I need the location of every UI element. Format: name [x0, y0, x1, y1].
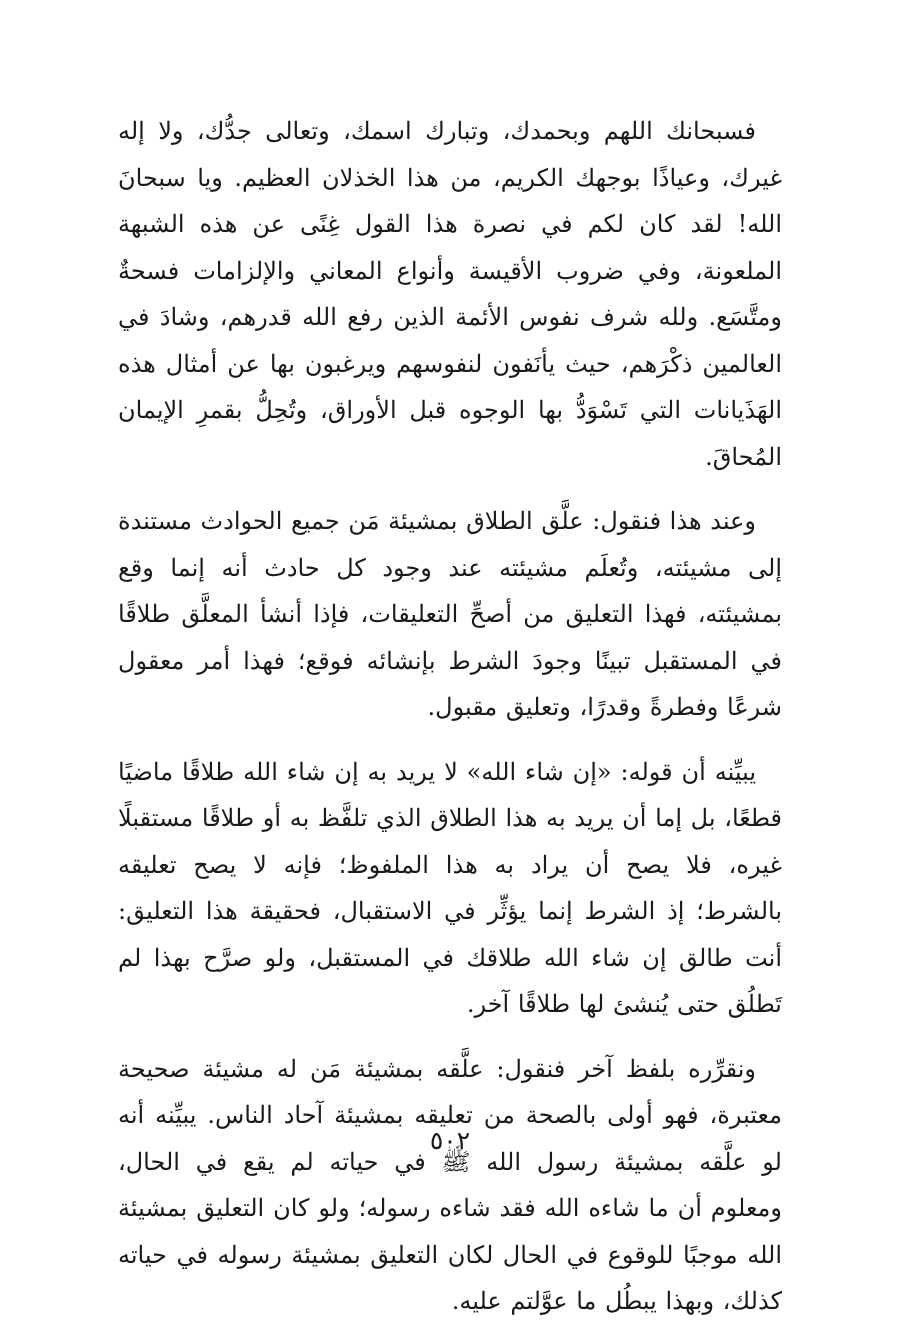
paragraph-4: ونقرِّره بلفظ آخر فنقول: علَّقه بمشيئة مَن له مشيئة صحيحة معتبرة، فهو أولى بالصحة من تعليقه بمشيئة آحاد الناس. يبيِّنه أنه لو علَّقه بمشيئة رسول الله ﷺ في حياته لم يقع في الحال، ومعلوم أن ما شاءه الله فقد شاءه رسوله؛ ولو كان التعليق بمشيئة الله موجبًا للوقوع في الحال لكان التعليق بمشيئة رسوله في حياته كذلك، وبهذا يبطُل ما عوَّلتم عليه.	[118, 1054, 782, 1315]
paragraph-3: يبيِّنه أن قوله: «إن شاء الله» لا يريد به إن شاء الله طلاقًا ماضيًا قطعًا، بل إما أن يريد به هذا الطلاق الذي تلفَّظ به أو طلاقًا مستقبلًا غيره، فلا يصح أن يراد به هذا الملفوظ؛ فإنه لا يصح تعليقه بالشرط؛ إذ الشرط إنما يؤثِّر في الاستقبال، فحقيقة هذا التعليق: أنت طالق إن شاء الله طلاقك في المستقبل، ولو صرَّح بهذا لم تَطلُق حتى يُنشئ لها طلاقًا آخر.	[118, 757, 783, 1018]
page-number: ٥٠٢	[429, 1126, 471, 1155]
paragraph-2: وعند هذا فنقول: علَّق الطلاق بمشيئة مَن جميع الحوادث مستندة إلى مشيئته، وتُعلَم مشيئته عند وجود كل حادث أنه إنما وقع بمشيئته، فهذا التعليق من أصحِّ التعليقات، فإذا أنشأ المعلَّق طلاقًا في المستقبل تبينًا وجودَ الشرط بإنشائه فوقع؛ فهذا أمر معقول شرعًا وفطرةً وقدرًا، وتعليق مقبول.	[118, 507, 782, 721]
page-body	[118, 108, 782, 1343]
paragraph-1: فسبحانك اللهم وبحمدك، وتبارك اسمك، وتعالى جدُّك، ولا إله غيرك، وعياذًا بوجهك الكريم، من هذا الخذلان العظيم. ويا سبحانَ الله! لقد كان لكم في نصرة هذا القول غِنًى عن هذه الشبهة الملعونة، وفي ضروب الأقيسة وأنواع المعاني والإلزامات فسحةٌ ومتَّسَع. ولله شرف نفوس الأئمة الذين رفع الله قدرهم، وشادَ في العالمين ذكْرَهم، حيث يأنَفون لنفوسهم ويرغبون بها عن أمثال هذه الهَذَيانات التي تَسْوَدُّ بها الوجوه قبل الأوراق، وتُحِلُّ بقمرِ الإيمان المُحاقَ.	[118, 117, 782, 471]
